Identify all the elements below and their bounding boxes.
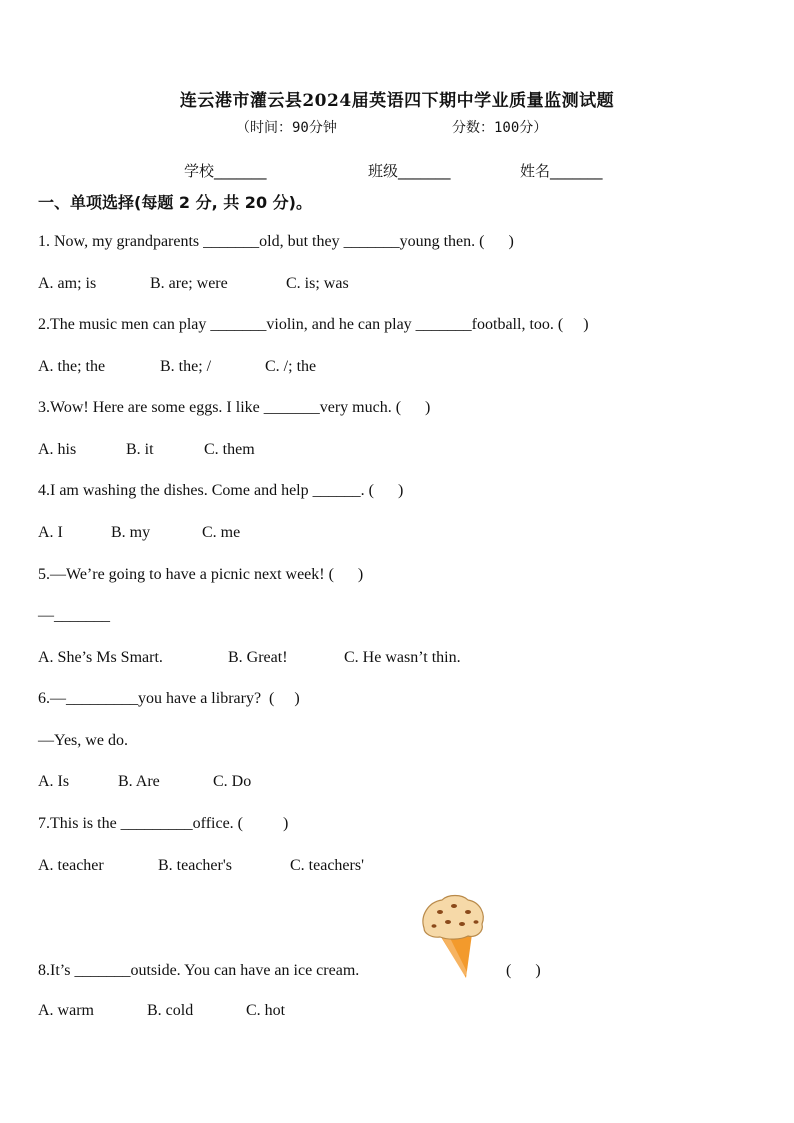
name-field: 姓名_______ bbox=[520, 162, 603, 180]
ice-cream-image bbox=[418, 892, 490, 982]
chip bbox=[465, 910, 471, 914]
option-c: C. teachers' bbox=[290, 857, 364, 874]
chip bbox=[437, 910, 443, 914]
option-a: A. I bbox=[38, 524, 63, 541]
chip bbox=[451, 904, 457, 908]
option-a: A. teacher bbox=[38, 857, 104, 874]
option-b: B. Great! bbox=[228, 649, 288, 666]
chip bbox=[459, 922, 465, 926]
ice-cream-scoop bbox=[423, 896, 483, 940]
question-6-text: 6.—_________you have a library? ( ) bbox=[38, 690, 300, 707]
chip bbox=[445, 920, 451, 924]
option-b: B. Are bbox=[118, 773, 160, 790]
exam-time: （时间：90分钟 bbox=[236, 120, 337, 136]
question-2-text: 2.The music men can play _______violin, and he can play _______football, too. ( ) bbox=[38, 316, 589, 333]
option-a: A. am; is bbox=[38, 275, 97, 292]
question-8-options bbox=[38, 1002, 285, 1020]
scoop-shape bbox=[423, 896, 483, 940]
question-8-text: 8.It’s _______outside. You can have an ice cream. bbox=[38, 962, 360, 979]
chip bbox=[474, 920, 479, 924]
question-6-options bbox=[38, 773, 251, 791]
option-c: C. hot bbox=[246, 1002, 286, 1019]
option-b: B. the; / bbox=[160, 358, 212, 375]
exam-score: 分数：100分） bbox=[452, 120, 548, 136]
option-b: B. my bbox=[111, 524, 151, 541]
question-3-text: 3.Wow! Here are some eggs. I like _______very much. ( ) bbox=[38, 399, 431, 416]
question-5-options bbox=[38, 649, 461, 667]
option-a: A. She’s Ms Smart. bbox=[38, 649, 163, 666]
question-2-options bbox=[38, 358, 316, 376]
option-c: C. /; the bbox=[265, 358, 317, 375]
option-a: A. his bbox=[38, 441, 77, 458]
question-4-text: 4.I am washing the dishes. Come and help ______. ( ) bbox=[38, 482, 404, 499]
question-7-options bbox=[38, 857, 364, 875]
option-b: B. cold bbox=[147, 1002, 194, 1019]
question-1-options bbox=[38, 275, 349, 293]
option-c: C. them bbox=[204, 441, 255, 458]
question-8-answer-bracket: ( ) bbox=[506, 962, 541, 979]
question-5-reply: —_______ bbox=[38, 607, 110, 624]
chip bbox=[432, 924, 437, 928]
question-1-text: 1. Now, my grandparents _______old, but they _______young then. ( ) bbox=[38, 233, 514, 250]
section-heading: 一、单项选择(每题 2 分, 共 20 分)。 bbox=[38, 193, 312, 212]
question-4-options bbox=[38, 524, 240, 542]
question-6-reply: —Yes, we do. bbox=[38, 732, 128, 749]
school-field: 学校_______ bbox=[184, 162, 267, 180]
option-b: B. it bbox=[126, 441, 154, 458]
option-c: C. He wasn’t thin. bbox=[344, 649, 461, 666]
question-3-options bbox=[38, 441, 255, 459]
option-c: C. is; was bbox=[286, 275, 349, 292]
option-c: C. me bbox=[202, 524, 241, 541]
option-c: C. Do bbox=[213, 773, 252, 790]
option-a: A. the; the bbox=[38, 358, 106, 375]
option-b: B. are; were bbox=[150, 275, 228, 292]
option-a: A. Is bbox=[38, 773, 70, 790]
question-5-text: 5.—We’re going to have a picnic next week! ( ) bbox=[38, 566, 364, 583]
option-b: B. teacher's bbox=[158, 857, 232, 874]
class-field: 班级_______ bbox=[368, 162, 451, 180]
question-7-text: 7.This is the _________office. ( ) bbox=[38, 815, 289, 832]
option-a: A. warm bbox=[38, 1002, 94, 1019]
page-title: 连云港市灌云县2024届英语四下期中学业质量监测试题 bbox=[179, 91, 615, 111]
